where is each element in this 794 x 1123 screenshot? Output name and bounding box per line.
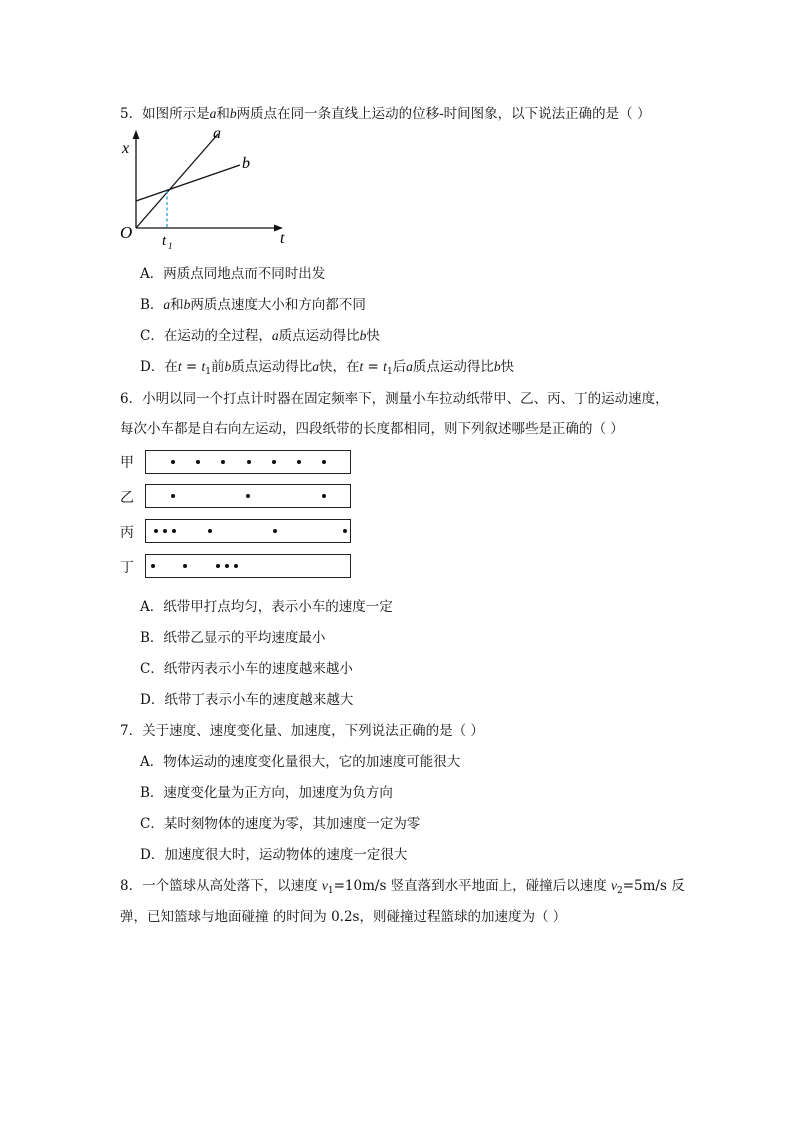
tape-dot [273, 529, 277, 533]
tape-jia [145, 450, 351, 474]
q6-option-b: B．纸带乙显示的平均速度最小 [140, 630, 326, 646]
q5-option-d: D．在$t = t_1$前b质点运动得比a快，在$t = t_1$后a质点运动得比b快 [140, 359, 515, 377]
q6-option-d: D．纸带丁表示小车的速度越来越大 [140, 692, 354, 708]
tape-label-jia: 甲 [120, 455, 134, 471]
q7-option-c: C．某时刻物体的速度为零，其加速度一定为零 [140, 816, 421, 832]
q7-option-b: B．速度变化量为正方向，加速度为负方向 [140, 785, 393, 801]
tape-dot [322, 494, 326, 498]
origin-label: O [120, 223, 133, 242]
y-axis-label: x [122, 140, 130, 157]
tape-label-bing: 丙 [120, 525, 134, 541]
tape-dot [216, 564, 220, 568]
y-axis-arrow [133, 130, 140, 139]
tape-dot [208, 529, 212, 533]
tape-dot [196, 460, 200, 464]
tape-dot [154, 529, 158, 533]
tape-yi [145, 484, 351, 508]
tape-dot [151, 564, 155, 568]
q7-option-d: D．加速度很大时，运动物体的速度一定很大 [140, 847, 408, 863]
tape-dot [247, 460, 251, 464]
q6-option-a: A．纸带甲打点均匀，表示小车的速度一定 [140, 599, 393, 615]
line-b-label: b [242, 155, 250, 172]
q8-stem-line1: 8．一个篮球从高处落下，以速度 $v_1=10m/s$ 竖直落到水平地面上，碰撞后以速度 $v_2=5m/s$ 反 [120, 878, 685, 896]
q6-stem-line1: 6．小明以同一个打点计时器在固定频率下，测量小车拉动纸带甲、乙、丙、丁的运动速度， [120, 391, 669, 407]
q7-option-a: A．物体运动的速度变化量很大，它的加速度可能很大 [140, 754, 461, 770]
q6-stem-line2: 每次小车都是自右向左运动，四段纸带的长度都相同，则下列叙述哪些是正确的（ ） [120, 421, 624, 437]
tape-dot [272, 460, 276, 464]
line-a-label: a [213, 125, 221, 142]
tape-dot [343, 529, 347, 533]
line-a [136, 134, 218, 228]
tape-dot [322, 460, 326, 464]
q5-option-a: A．两质点同地点而不同时出发 [140, 266, 326, 282]
q5-option-b: B．a和b两质点速度大小和方向都不同 [140, 297, 366, 313]
tape-bing [145, 519, 351, 543]
q5-stem: 5．如图所示是a和b两质点在同一条直线上运动的位移-时间图象，以下说法正确的是（ ） [120, 106, 651, 122]
tape-dot [171, 460, 175, 464]
q6-option-c: C．纸带丙表示小车的速度越来越小 [140, 661, 353, 677]
tape-dot [221, 460, 225, 464]
tape-label-ding: 丁 [120, 560, 134, 576]
line-b [136, 165, 240, 201]
x-axis-label: t [280, 230, 285, 247]
tape-dot [171, 494, 175, 498]
tape-dot [297, 460, 301, 464]
tape-dot [183, 564, 187, 568]
tape-ding [145, 554, 351, 578]
tape-label-yi: 乙 [120, 490, 134, 506]
q7-stem: 7．关于速度、速度变化量、加速度，下列说法正确的是（ ） [120, 723, 484, 739]
tape-dot [225, 564, 229, 568]
tape-dot [246, 494, 250, 498]
q8-stem-line2: 弹，已知篮球与地面碰撞 的时间为 0.2s，则碰撞过程篮球的加速度为（ ） [120, 909, 567, 925]
t1-subscript: 1 [168, 241, 173, 251]
q5-xt-graph [115, 125, 295, 255]
t1-label: t [162, 233, 167, 249]
q5-option-c: C．在运动的全过程，a质点运动得比b快 [140, 328, 380, 344]
tape-dot [172, 529, 176, 533]
tape-dot [234, 564, 238, 568]
tape-dot [163, 529, 167, 533]
